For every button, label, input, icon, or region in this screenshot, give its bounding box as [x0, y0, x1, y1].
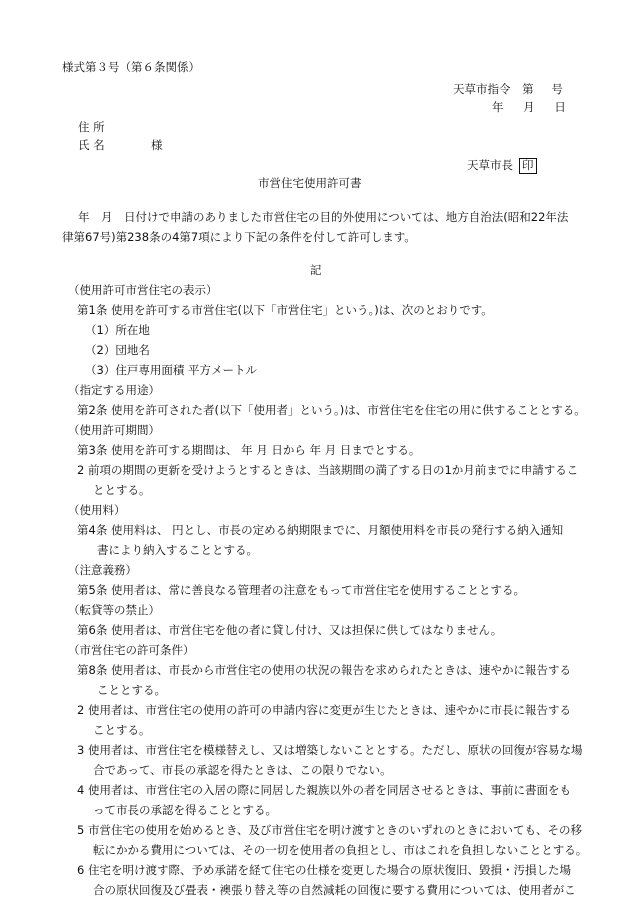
- article-line: 2 前項の期間の更新を受けようとするときは、当該期間の満了する日の1か月前までに申請するこ: [77, 463, 579, 477]
- article-line: 第6条 使用者は、市営住宅を他の者に貸し付け、又は担保に供してはなりません。: [77, 623, 503, 637]
- address-label: 住 所: [78, 120, 105, 134]
- section-heading: （指定する用途）: [68, 383, 160, 397]
- date-year: 年: [492, 100, 504, 114]
- section-heading: （使用料）: [68, 503, 126, 517]
- article-continuation: って市長の承認を得ることとする。: [93, 803, 277, 817]
- article-continuation: こととする。: [97, 683, 166, 697]
- intro-line-2: 律第67号)第238条の4第7項により下記の条件を付して許可します。: [62, 230, 416, 244]
- form-number: 様式第３号（第６条関係）: [62, 60, 200, 74]
- designation-go: 号: [551, 82, 563, 96]
- section-heading: （使用許可期間）: [68, 423, 160, 437]
- section-heading: （転貸等の禁止）: [68, 603, 160, 617]
- list-item: （1）所在地: [85, 323, 150, 337]
- document-title: 市営住宅使用許可書: [258, 176, 362, 190]
- issuer-line: [467, 158, 537, 174]
- article-line: 第8条 使用者は、市長から市営住宅の使用の状況の報告を求められたときは、速やかに報告する: [77, 663, 571, 677]
- article-continuation: 合であって、市長の承認を得たときは、この限りでない。: [93, 763, 392, 777]
- section-heading: （市営住宅の許可条件）: [68, 643, 195, 657]
- article-line: 第2条 使用を許可された者(以下「使用者」という。)は、市営住宅を住宅の用に供することとする。: [77, 403, 586, 417]
- article-continuation: ととする。: [93, 483, 151, 497]
- date-day: 日: [554, 100, 566, 114]
- article-continuation: 転にかかる費用については、その一切を使用者の負担とし、市はこれを負担しないこととする。: [93, 843, 588, 857]
- article-line: 第4条 使用料は、 円とし、市長の定める納期限までに、月額使用料を市長の発行する納入通知: [77, 523, 564, 537]
- intro-line-1: 年 月 日付けで申請のありました市営住宅の目的外使用については、地方自治法(昭和22年法: [78, 210, 569, 224]
- article-line: 第1条 使用を許可する市営住宅(以下「市営住宅」という。)は、次のとおりです。: [77, 303, 493, 317]
- issue-date: [492, 102, 566, 114]
- designation-dai: 第: [522, 82, 534, 96]
- issuer-name: 天草市長: [467, 158, 513, 172]
- name-honorific: 様: [151, 138, 163, 152]
- article-line: 5 市営住宅の使用を始めるとき、及び市営住宅を明け渡すときのいずれのときにおいても、その移: [77, 823, 583, 837]
- article-line: 2 使用者は、市営住宅の使用の許可の申請内容に変更が生じたときは、速やかに市長に報告する: [77, 703, 571, 717]
- ki-heading: 記: [310, 263, 322, 277]
- article-line: 第3条 使用を許可する期間は、 年 月 日から 年 月 日までとする。: [77, 443, 421, 457]
- article-continuation: 書により納入することとする。: [97, 543, 258, 557]
- article-continuation: 合の原状回復及び畳表・襖張り替え等の自然減耗の回復に要する費用については、使用者がこ: [93, 883, 576, 897]
- article-continuation: ことする。: [93, 723, 151, 737]
- date-month: 月: [523, 100, 535, 114]
- section-heading: （注意義務）: [68, 563, 137, 577]
- list-item: （3）住戸専用面積 平方メートル: [85, 363, 257, 377]
- designation-city: 天草市指令: [453, 82, 511, 96]
- name-label: 氏 名: [78, 138, 105, 152]
- designation-number: [453, 84, 563, 96]
- seal-icon: 印: [519, 158, 537, 174]
- list-item: （2）団地名: [85, 343, 150, 357]
- section-heading: （使用許可市営住宅の表示）: [68, 283, 218, 297]
- article-line: 第5条 使用者は、常に善良なる管理者の注意をもって市営住宅を使用することとする。: [77, 583, 525, 597]
- article-line: 3 使用者は、市営住宅を模様替えし、又は増築しないこととする。ただし、原状の回復が容易な場: [77, 743, 583, 757]
- article-line: 4 使用者は、市営住宅の入居の際に同居した親族以外の者を同居させるときは、事前に書面をも: [77, 783, 571, 797]
- article-line: 6 住宅を明け渡す際、予め承諾を経て住宅の仕様を変更した場合の原状復旧、毀損・汚損した場: [77, 863, 571, 877]
